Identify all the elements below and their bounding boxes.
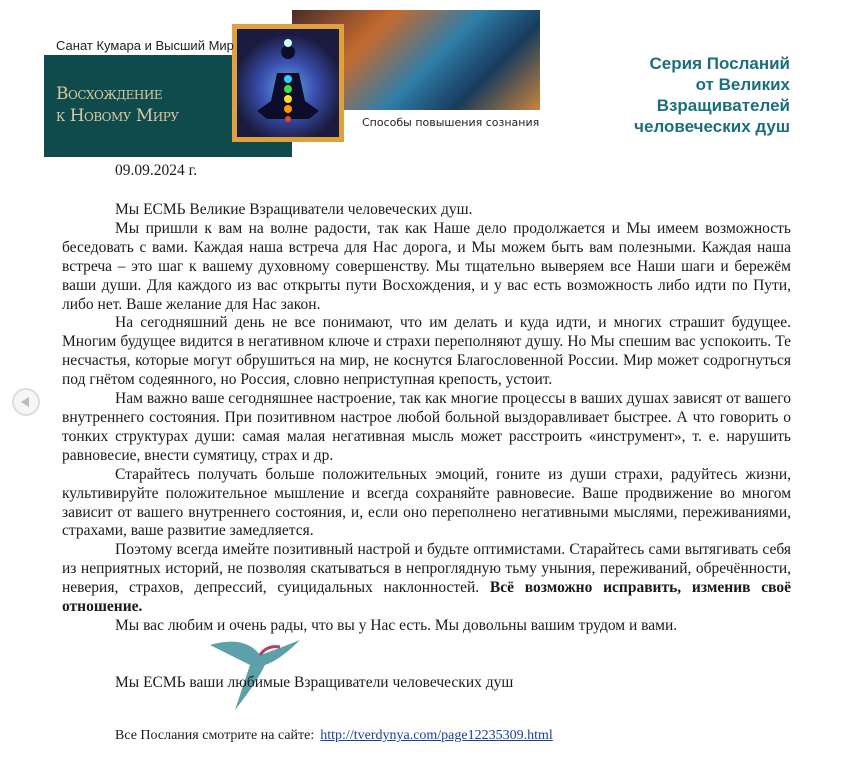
- paragraph: [62, 541, 791, 617]
- banner-caption: Способы повышения сознания: [362, 116, 540, 129]
- paragraph: Старайтесь получать больше положительных эмоций, гоните из души страхи, радуйтесь жизни, культивируйте положительное мышление и всегда сохраняйте равновесие. Ваше продвижение во многом зависит от вашего внутреннего состояния, и, если оно переполнено негативными мыслями, переживаниями, страхами, ваше развитие замедляется.: [62, 465, 791, 540]
- signature: Мы ЕСМЬ ваши любимые Взращиватели человеческих душ: [115, 674, 514, 691]
- paragraph: Нам важно ваше сегодняшнее настроение, так как многие процессы в ваших душах зависят от вашего внутреннего состояния. При позитивном настрое любой больной выздоравливает быстрее. А что говорить о тонких структурах души: самая малая негативная мысль может расстроить «инструмент», т. е. нарушить равновесие, внести сумятицу, страх и др.: [62, 390, 791, 464]
- paragraph-text: Поэтому всегда имейте позитивный настрой и будьте оптимистами. Старайтесь сами вытягивать себя из неприятных историй, не позволяя скатываться в непроглядную тьму уныния, переживаний, обречённости, неверия, страхов, депрессий, суицидальных наклонностей.: [62, 541, 791, 597]
- paragraph: Мы пришли к вам на волне радости, так как Наше дело продолжается и Мы имеем возможность беседовать с вами. Каждая наша встреча для Нас дорогa, и Мы можем быть вам полезными. Каждая наша встреча – это шаг к вашему духовному совершенству. Мы тщательно выверяем все Наши шаги и бережём ваши души. Для каждого из вас открыты пути Восхождения, и у вас есть возможность либо идти по Пути, либо нет. Ваше желание для Нас закон.: [62, 219, 791, 313]
- banner-title-line1: Восхождение: [56, 84, 163, 104]
- series-line: человеческих душ: [634, 117, 790, 136]
- hummingbird-icon: [205, 615, 305, 715]
- series-line: Серия Посланий: [649, 54, 790, 73]
- message-body: [62, 201, 791, 636]
- message-date: 09.09.2024 г.: [115, 162, 198, 179]
- banner-title-line2: к Новому Миру: [56, 106, 179, 126]
- series-line: Взращивателей: [656, 96, 790, 115]
- banner-title: [56, 83, 179, 127]
- greeting: Мы ЕСМЬ Великие Взращиватели человеческих душ.: [115, 201, 473, 218]
- site-link[interactable]: http://tverdynya.com/page12235309.html: [320, 728, 553, 743]
- paragraph: Мы вас любим и очень рады, что вы у Нас есть. Мы довольны вашим трудом и вами.: [115, 616, 678, 634]
- site-label: Все Послания смотрите на сайте:: [115, 728, 315, 743]
- header-banner: [44, 10, 544, 155]
- site-line: [115, 728, 553, 744]
- paragraph: На сегодняшний день не все понимают, что им делать и куда идти, и многих страшит будущее. Многим будущее видится в негативном ключе и страхи переполняют душу. Но Мы спешим вас успокоить. Те несчастья, которые могут обрушиться на мир, не коснутся Благословенной России. Мир может содрогнуться под гнётом содеянного, но Россия, словно неприступная крепость, устоит.: [62, 314, 791, 389]
- previous-arrow-button[interactable]: [12, 388, 40, 416]
- paragraph-bold: Всё возможно исправить, изменив своё отношение.: [62, 579, 791, 616]
- series-line: от Великих: [695, 75, 790, 94]
- banner-top-text: Санат Кумара и Высший Мир: [56, 38, 234, 53]
- series-title: [634, 53, 790, 137]
- meditation-image: [232, 24, 344, 142]
